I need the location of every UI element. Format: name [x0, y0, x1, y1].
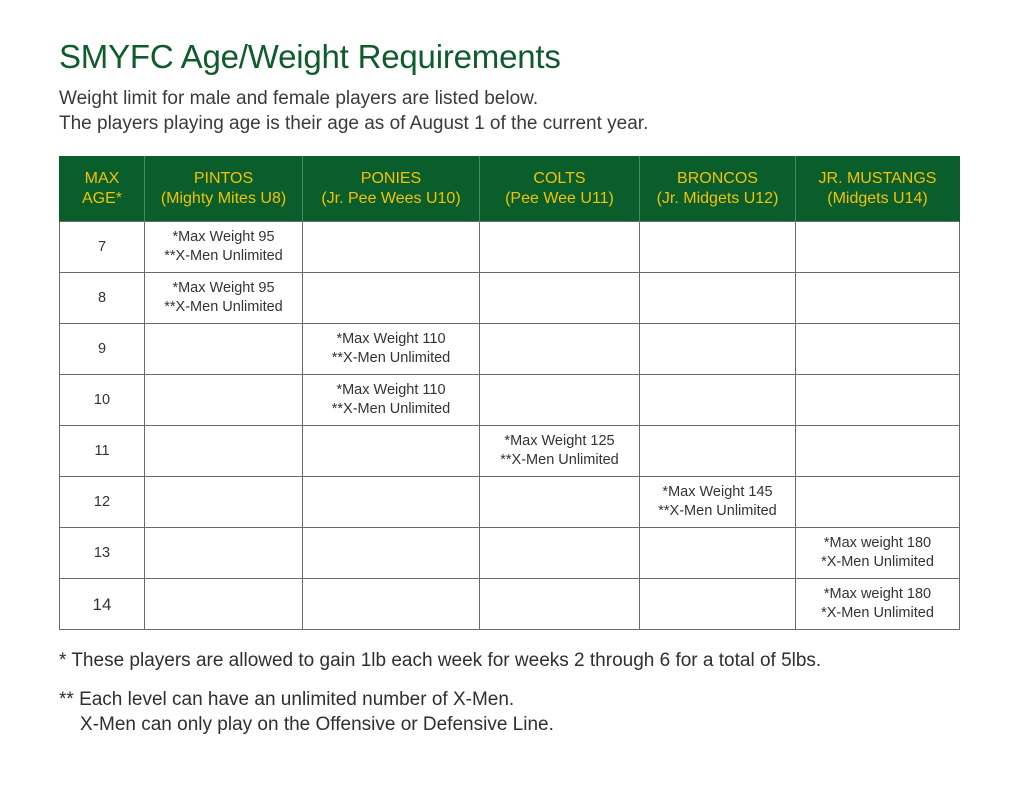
table-cell: *Max Weight 110 **X-Men Unlimited — [303, 324, 480, 375]
intro-line-2: The players playing age is their age as of August 1 of the current year. — [59, 113, 649, 134]
table-cell: *Max weight 180 *X-Men Unlimited — [796, 528, 960, 579]
table-cell — [480, 273, 640, 324]
table-cell: *Max Weight 145 **X-Men Unlimited — [640, 477, 796, 528]
table-cell — [480, 324, 640, 375]
table-row — [60, 579, 960, 630]
table-cell — [480, 222, 640, 273]
footnote-x-men-positions: X-Men can only play on the Offensive or Defensive Line. — [80, 714, 554, 735]
table-cell — [303, 426, 480, 477]
header-colts: COLTS (Pee Wee U11) — [480, 157, 640, 222]
age-cell: 7 — [60, 222, 145, 273]
table-cell — [145, 426, 303, 477]
table-row — [60, 222, 960, 273]
table-row — [60, 426, 960, 477]
table-cell — [640, 528, 796, 579]
footnote-x-men: ** Each level can have an unlimited number of X-Men. — [59, 689, 515, 710]
table-cell — [303, 273, 480, 324]
table-cell — [796, 324, 960, 375]
table-cell — [796, 273, 960, 324]
table-cell: *Max Weight 95 **X-Men Unlimited — [145, 222, 303, 273]
age-cell: 9 — [60, 324, 145, 375]
table-cell — [640, 375, 796, 426]
table-row — [60, 477, 960, 528]
header-jr-mustangs: JR. MUSTANGS (Midgets U14) — [796, 157, 960, 222]
table-cell: *Max Weight 110 **X-Men Unlimited — [303, 375, 480, 426]
table-cell — [796, 477, 960, 528]
header-max-age: MAX AGE* — [60, 157, 145, 222]
header-pintos: PINTOS (Mighty Mites U8) — [145, 157, 303, 222]
intro-line-1: Weight limit for male and female players are listed below. — [59, 88, 539, 109]
table-cell — [640, 579, 796, 630]
requirements-table-container — [59, 156, 960, 630]
table-cell — [145, 528, 303, 579]
table-cell — [145, 375, 303, 426]
table-header-row — [60, 157, 960, 222]
table-cell — [640, 273, 796, 324]
table-cell — [145, 477, 303, 528]
table-cell — [796, 222, 960, 273]
table-cell — [480, 375, 640, 426]
footnotes — [59, 648, 821, 737]
table-cell — [480, 528, 640, 579]
table-cell — [303, 528, 480, 579]
age-cell: 8 — [60, 273, 145, 324]
age-cell: 11 — [60, 426, 145, 477]
requirements-table — [59, 156, 960, 630]
table-row — [60, 528, 960, 579]
table-cell: *Max Weight 125 **X-Men Unlimited — [480, 426, 640, 477]
age-cell: 13 — [60, 528, 145, 579]
table-cell — [303, 477, 480, 528]
table-row — [60, 273, 960, 324]
table-cell — [640, 324, 796, 375]
header-ponies: PONIES (Jr. Pee Wees U10) — [303, 157, 480, 222]
table-cell — [796, 375, 960, 426]
table-row — [60, 324, 960, 375]
table-cell: *Max weight 180 *X-Men Unlimited — [796, 579, 960, 630]
table-cell — [640, 426, 796, 477]
age-cell: 14 — [60, 579, 145, 630]
table-cell: *Max Weight 95 **X-Men Unlimited — [145, 273, 303, 324]
table-cell — [145, 324, 303, 375]
table-cell — [640, 222, 796, 273]
intro-text — [59, 86, 648, 136]
age-cell: 10 — [60, 375, 145, 426]
table-cell — [303, 222, 480, 273]
table-cell — [480, 477, 640, 528]
age-cell: 12 — [60, 477, 145, 528]
table-row — [60, 375, 960, 426]
table-cell — [145, 579, 303, 630]
footnote-weight-gain: * These players are allowed to gain 1lb each week for weeks 2 through 6 for a total of 5lbs. — [59, 650, 822, 671]
header-broncos: BRONCOS (Jr. Midgets U12) — [640, 157, 796, 222]
page-title: SMYFC Age/Weight Requirements — [59, 38, 561, 75]
table-cell — [480, 579, 640, 630]
table-cell — [303, 579, 480, 630]
table-cell — [796, 426, 960, 477]
